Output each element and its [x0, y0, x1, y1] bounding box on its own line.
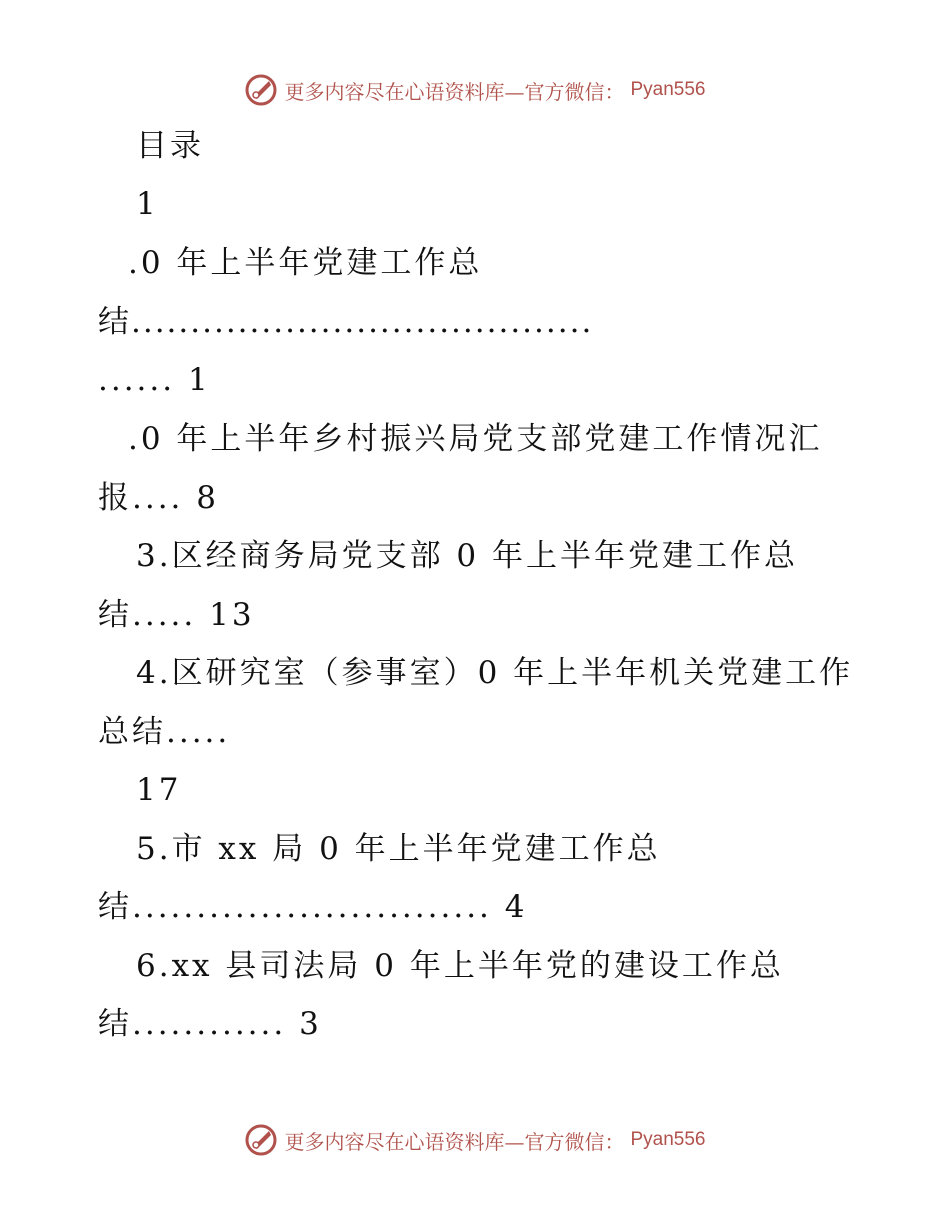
header-banner — [0, 70, 950, 110]
quill-seal-icon — [244, 1123, 278, 1157]
toc-line: .0 年上半年乡村振兴局党支部党建工作情况汇 — [128, 421, 823, 457]
banner-text: 更多内容尽在心语资料库—官方微信： — [284, 79, 625, 104]
toc-line: .0 年上半年党建工作总 — [128, 245, 483, 281]
toc-line: ...... 1 — [98, 362, 211, 398]
toc-line: 1 — [136, 186, 159, 222]
toc-line: 结............................ 4 — [98, 889, 528, 925]
quill-seal-icon — [244, 73, 278, 107]
banner-text: 更多内容尽在心语资料库—官方微信： — [284, 1129, 625, 1154]
toc-line: 报.... 8 — [98, 480, 219, 516]
toc-title: 目录 — [136, 128, 204, 164]
toc-line: 17 — [136, 772, 182, 808]
toc-line: 总结..... — [98, 714, 231, 750]
toc-line: 结....................................... — [98, 304, 594, 340]
wechat-id: Pyan556 — [630, 1129, 706, 1150]
toc-line: 3.区经商务局党支部 0 年上半年党建工作总 — [136, 538, 799, 574]
wechat-id: Pyan556 — [630, 79, 706, 100]
toc-line: 6.xx 县司法局 0 年上半年党的建设工作总 — [136, 948, 784, 984]
toc-line: 4.区研究室（参事室）0 年上半年机关党建工作 — [136, 655, 854, 691]
footer-banner — [0, 1120, 950, 1160]
toc-line: 结..... 13 — [98, 597, 255, 633]
toc-line: 结............ 3 — [98, 1006, 322, 1042]
toc-line: 5.市 xx 局 0 年上半年党建工作总 — [136, 831, 661, 867]
